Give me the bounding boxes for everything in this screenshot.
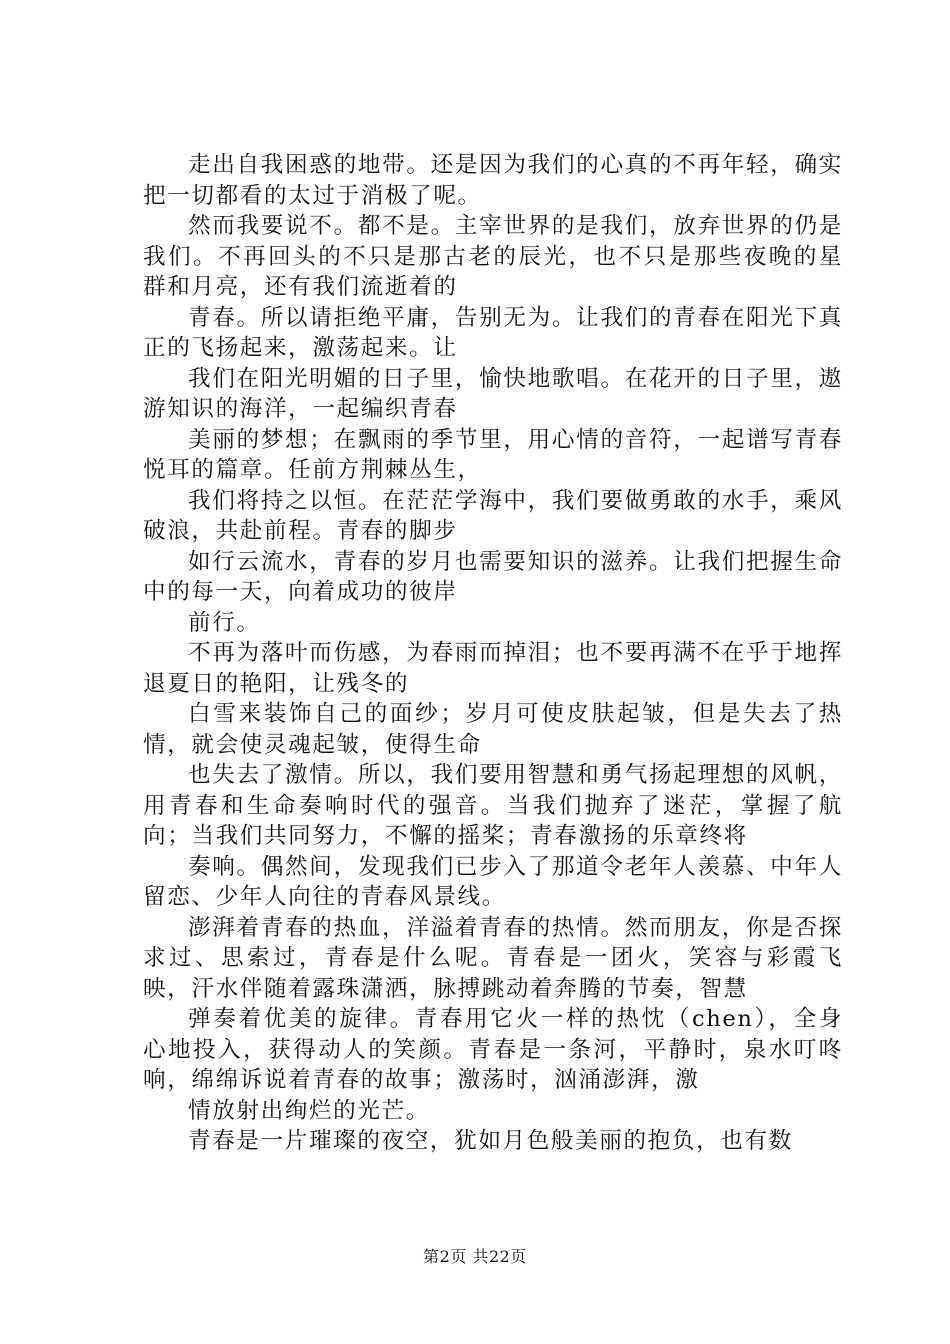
paragraph-3: 青春。所以请拒绝平庸，告别无为。让我们的青春在阳光下真正的飞扬起来，激荡起来。让 [143,304,843,361]
paragraph-4: 我们在阳光明媚的日子里，愉快地歌唱。在花开的日子里，遨游知识的海洋，一起编织青春 [143,365,843,422]
paragraph-9: 不再为落叶而伤感，为春雨而掉泪；也不要再满不在乎于地挥退夏日的艳阳，让残冬的 [143,640,843,697]
body-text [143,150,843,1157]
paragraph-8: 前行。 [188,609,261,636]
paragraph-7: 如行云流水，青春的岁月也需要知识的滋养。让我们把握生命中的每一天，向着成功的彼岸 [143,548,843,605]
paragraph-2: 然而我要说不。都不是。主宰世界的是我们，放弃世界的仍是我们。不再回头的不只是那古老的辰光，也不只是那些夜晚的星群和月亮，还有我们流逝着的 [143,213,843,300]
paragraph-12: 奏响。偶然间，发现我们已步入了那道令老年人羡慕、中年人留恋、少年人向往的青春风景线。 [143,853,843,910]
paragraph-16: 青春是一片璀璨的夜空，犹如月色般美丽的抱负，也有数 [188,1128,793,1154]
paragraph-13: 澎湃着青春的热血，洋溢着青春的热情。然而朋友，你是否探求过、思索过，青春是什么呢。青春是一团火，笑容与彩霞飞映，汗水伴随着露珠潇洒，脉搏跳动着奔腾的节奏，智慧 [143,914,843,1002]
paragraph-14: 弹奏着优美的旋律。青春用它火一样的热忱（chen），全身心地投入，获得动人的笑颜。青春是一条河，平静时，泉水叮咚响，绵绵诉说着青春的故事；激荡时，汹涌澎湃，激 [143,1006,843,1093]
paragraph-6: 我们将持之以恒。在茫茫学海中，我们要做勇敢的水手，乘风破浪，共赴前程。青春的脚步 [143,487,843,544]
paragraph-11: 也失去了激情。所以，我们要用智慧和勇气扬起理想的风帆，用青春和生命奏响时代的强音。当我们抛弃了迷茫，掌握了航向；当我们共同努力，不懈的摇桨；青春激扬的乐章终将 [143,762,843,849]
paragraph-15: 情放射出绚烂的光芒。 [188,1097,430,1124]
paragraph-1: 走出自我困惑的地带。还是因为我们的心真的不再年轻，确实把一切都看的太过于消极了呢。 [143,152,843,209]
paragraph-5: 美丽的梦想；在飘雨的季节里，用心情的音符，一起谱写青春悦耳的篇章。任前方荆棘丛生， [143,426,843,483]
page-number-label: 第2页 共22页 [423,1247,527,1266]
paragraph-10: 白雪来装饰自己的面纱；岁月可使皮肤起皱，但是失去了热情，就会使灵魂起皱，使得生命 [143,701,843,758]
page-footer [0,1244,950,1267]
